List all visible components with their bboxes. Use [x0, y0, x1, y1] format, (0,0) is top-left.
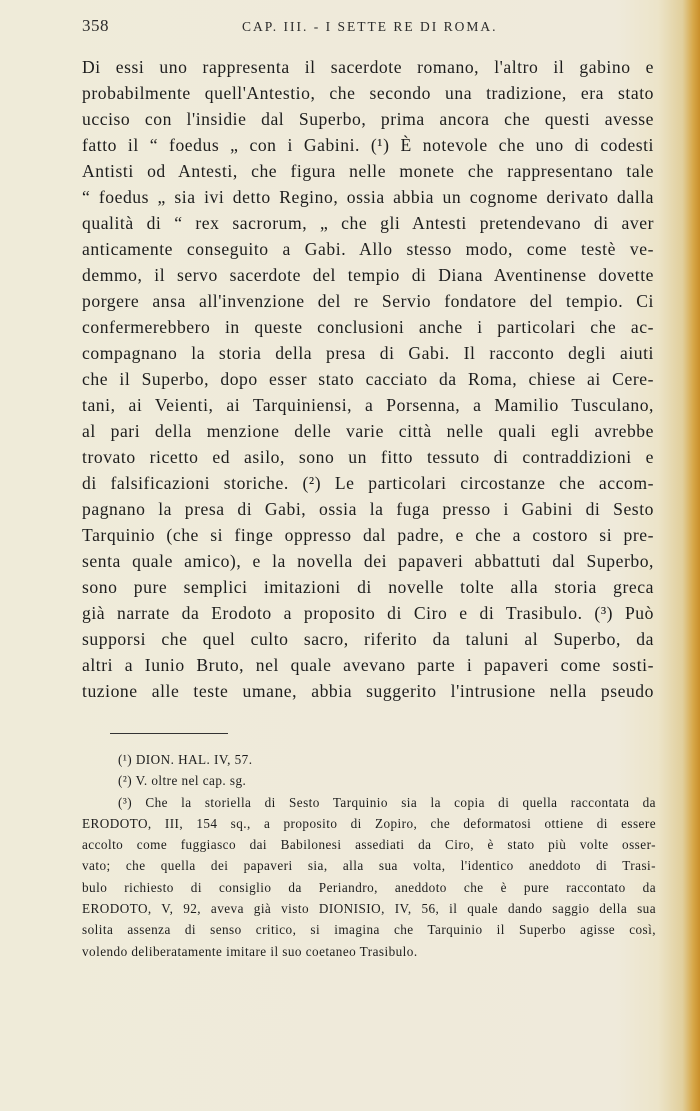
footnote-3-line: bulo richiesto di consiglio da Periandro, aneddoto che è pure raccontato da: [82, 879, 656, 895]
text-line: trovato ricetto ed asilo, sono un fitto tessuto di contraddizioni e: [82, 447, 654, 467]
text-line: confermerebbero in queste conclusioni anche i particolari che ac-: [82, 317, 654, 337]
text-line: compagnano la storia della presa di Gabi. Il racconto degli aiuti: [82, 343, 654, 363]
footnote-separator: [110, 733, 228, 734]
text-line: che il Superbo, dopo esser stato cacciato da Roma, chiese ai Cere-: [82, 369, 654, 389]
footnote-3-line: (³) Che la storiella di Sesto Tarquinio sia la copia di quella raccontata da: [118, 794, 656, 810]
main-text: [82, 54, 654, 704]
text-line: demmo, il servo sacerdote del tempio di Diana Aventinense dovette: [82, 265, 654, 285]
text-line: anticamente conseguito a Gabi. Allo stesso modo, come testè ve-: [82, 239, 654, 259]
footnote-3-line: volendo deliberatamente imitare il suo coetaneo Trasibulo.: [82, 943, 418, 959]
text-line: già narrate da Erodoto a proposito di Ciro e di Trasibulo. (³) Può: [82, 603, 654, 623]
text-line: al pari della menzione delle varie città nelle quali egli avrebbe: [82, 421, 654, 441]
text-line: probabilmente quell'Antestio, che secondo una tradizione, era stato: [82, 83, 654, 103]
footnote-1: (¹) DION. HAL. IV, 57.: [118, 752, 253, 767]
text-line: Antisti od Antesti, che figura nelle monete che rappresentano tale: [82, 161, 654, 181]
footnote-3-line: accolto come fuggiasco dai Babilonesi assediati da Ciro, è stato più volte osser-: [82, 837, 656, 853]
text-line: Di essi uno rappresenta il sacerdote romano, l'altro il gabino e: [82, 57, 654, 77]
page-number: 358: [82, 16, 109, 35]
text-line: qualità di “ rex sacrorum, „ che gli Antesti pretendevano di aver: [82, 213, 654, 233]
text-line: senta quale amico), e la novella dei papaveri abbattuti dal Superbo,: [82, 551, 654, 571]
text-line: ucciso con l'insidie dal Superbo, prima ancora che questi avesse: [82, 109, 654, 129]
text-line: supporsi che quel culto sacro, riferito da taluni al Superbo, da: [82, 629, 654, 649]
footnote-3-line: vato; che quella dei papaveri sia, alla sua volta, l'identico aneddoto di Trasi-: [82, 858, 656, 874]
text-line: di falsificazioni storiche. (²) Le particolari circostanze che accom-: [82, 473, 654, 493]
text-line: fatto il “ foedus „ con i Gabini. (¹) È notevole che uno di codesti: [82, 135, 654, 155]
footnote-3-line: ERODOTO, III, 154 sq., a proposito di Zopiro, che deformatosi ottiene di essere: [82, 815, 656, 831]
text-line: Tarquinio (che si finge oppresso dal padre, e che a costoro si pre-: [82, 525, 654, 545]
text-line: sono pure semplici imitazioni di novelle tolte alla storia greca: [82, 577, 654, 597]
footnote-2: (²) V. oltre nel cap. sg.: [118, 773, 247, 789]
footnote-3-line: solita assenza di senso critico, si imagina che Tarquinio il Superbo agisse così,: [82, 922, 656, 938]
text-line: “ foedus „ sia ivi detto Regino, ossia abbia un cognome derivato dalla: [82, 187, 654, 207]
text-line: tuzione alle teste umane, abbia suggerito l'intrusione nella pseudo: [82, 681, 654, 701]
text-line: pagnano la presa di Gabi, ossia la fuga presso i Gabini di Sesto: [82, 499, 654, 519]
chapter-title: CAP. III. - I SETTE RE DI ROMA.: [242, 19, 498, 34]
running-head: [82, 16, 656, 38]
footnotes: [82, 749, 656, 962]
text-line: tani, ai Veienti, ai Tarquiniensi, a Porsenna, a Mamilio Tusculano,: [82, 395, 654, 415]
footnote-3-line: ERODOTO, V, 92, aveva già visto DIONISIO, IV, 56, il quale dando saggio della sua: [82, 901, 656, 917]
text-line: altri a Iunio Bruto, nel quale avevano parte i papaveri come sosti-: [82, 655, 654, 675]
text-line: porgere ansa all'invenzione del re Servio fondatore del tempio. Ci: [82, 291, 654, 311]
